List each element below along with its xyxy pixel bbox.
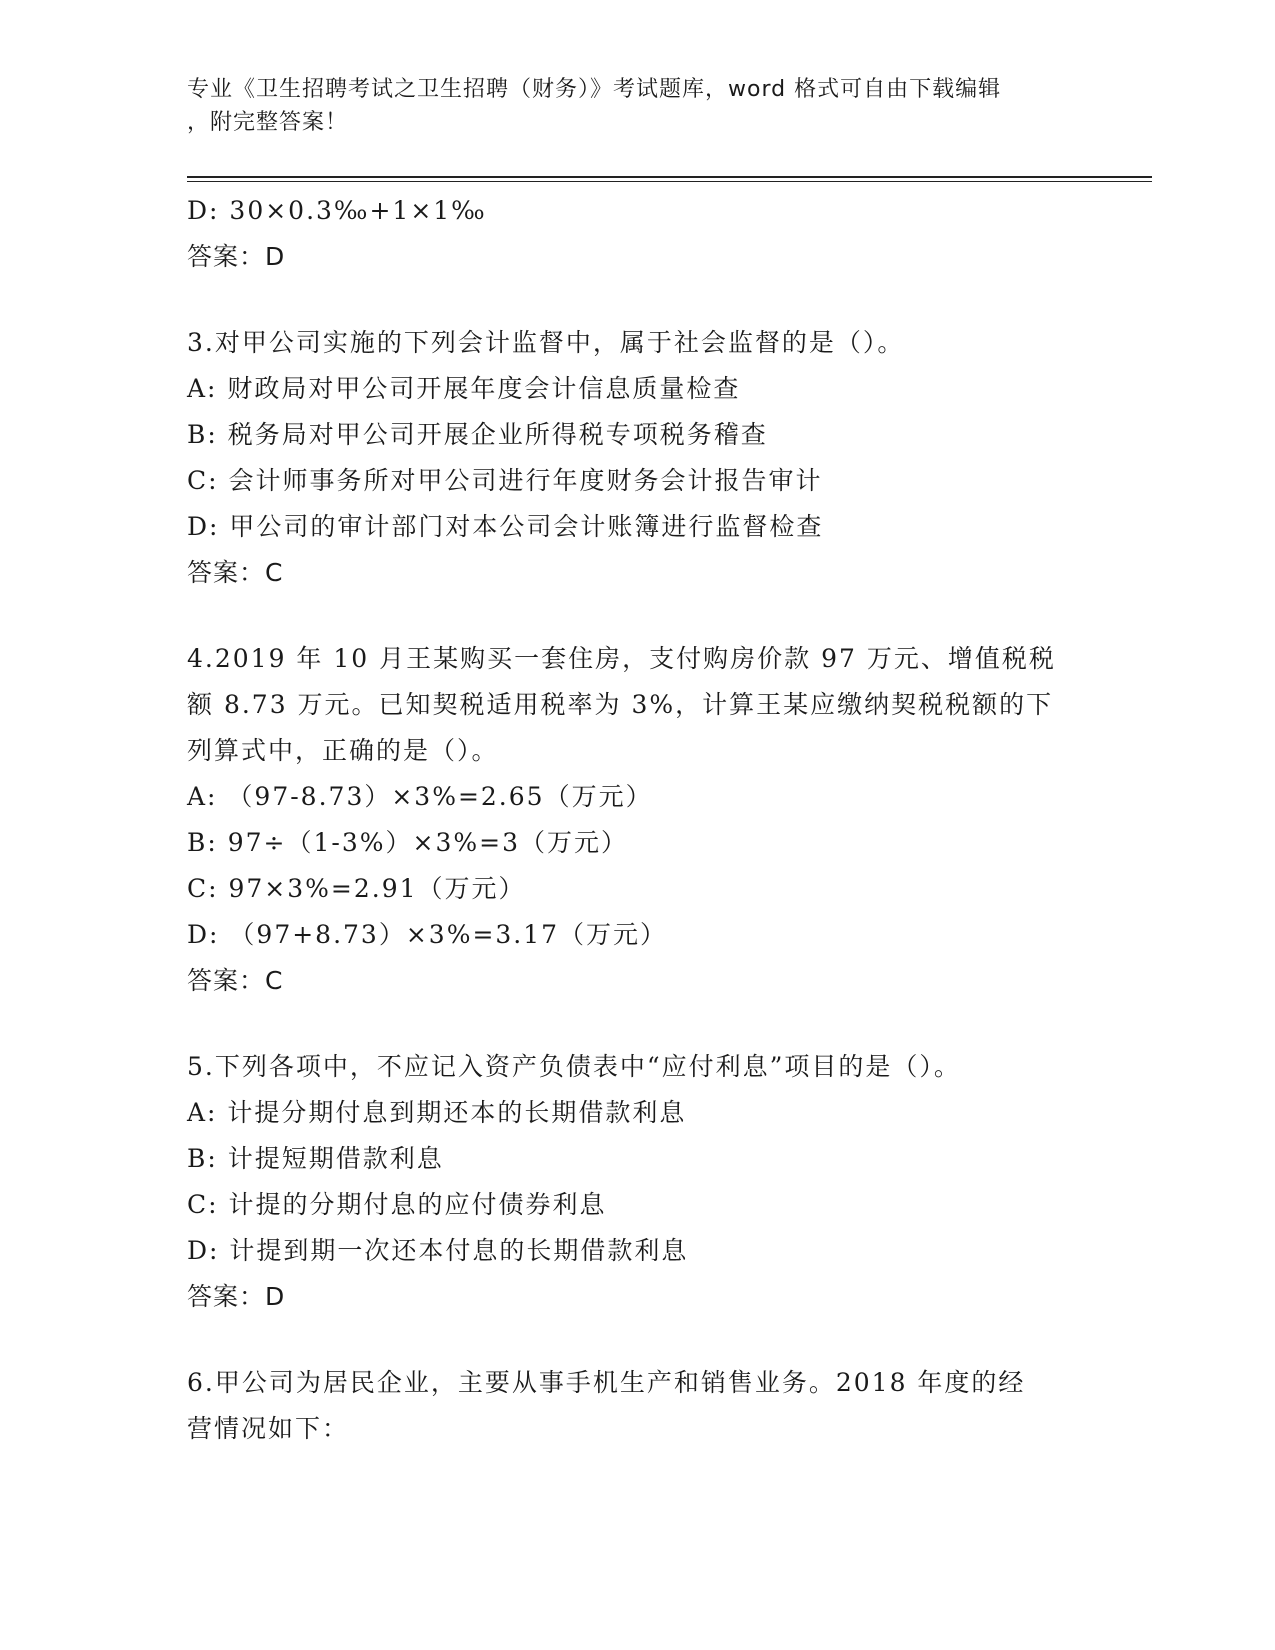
question-2-tail: [187, 188, 1107, 280]
spacer: [187, 596, 1107, 636]
option-d: D: （97+8.73）×3%=3.17（万元）: [187, 920, 668, 949]
header-divider-thick: [187, 176, 1152, 178]
answer: 答案：C: [187, 966, 284, 995]
option-d: D: 计提到期一次还本付息的长期借款利息: [187, 1236, 689, 1265]
question-stem-line-1: 4.2019 年 10 月王某购买一套住房，支付购房价款 97 万元、增值税税: [187, 644, 1056, 673]
header-divider-thin: [187, 181, 1152, 182]
question-stem-line-3: 列算式中，正确的是（）。: [187, 736, 499, 765]
option-d: D: 30×0.3‰+1×1‰: [187, 196, 487, 225]
question-stem: 3.对甲公司实施的下列会计监督中，属于社会监督的是（）。: [187, 328, 905, 357]
answer: 答案：D: [187, 1282, 286, 1311]
option-b: B: 计提短期借款利息: [187, 1144, 444, 1173]
question-stem-line-1: 6.甲公司为居民企业，主要从事手机生产和销售业务。2018 年度的经: [187, 1368, 1026, 1397]
document-header: [187, 73, 1087, 139]
header-line-1: 专业《卫生招聘考试之卫生招聘（财务）》考试题库，word 格式可自由下载编辑: [187, 77, 1002, 102]
spacer: [187, 1004, 1107, 1044]
option-b: B: 税务局对甲公司开展企业所得税专项税务稽查: [187, 420, 768, 449]
question-6: [187, 1360, 1107, 1452]
option-c: C: 97×3%=2.91（万元）: [187, 874, 526, 903]
question-stem-line-2: 额 8.73 万元。已知契税适用税率为 3%，计算王某应缴纳契税税额的下: [187, 690, 1054, 719]
option-c: C: 会计师事务所对甲公司进行年度财务会计报告审计: [187, 466, 823, 495]
answer: 答案：C: [187, 558, 284, 587]
option-b: B: 97÷（1-3%）×3%=3（万元）: [187, 828, 628, 857]
question-stem-line-2: 营情况如下：: [187, 1414, 350, 1443]
header-line-2: ，附完整答案！: [187, 110, 349, 135]
answer: 答案：D: [187, 242, 286, 271]
spacer: [187, 280, 1107, 320]
option-c: C: 计提的分期付息的应付债券利息: [187, 1190, 607, 1219]
spacer: [187, 1320, 1107, 1360]
question-stem: 5.下列各项中，不应记入资产负债表中“应付利息”项目的是（）。: [187, 1052, 961, 1081]
question-3: [187, 320, 1107, 596]
question-5: [187, 1044, 1107, 1320]
question-content: [187, 188, 1107, 1452]
option-a: A: 财政局对甲公司开展年度会计信息质量检查: [187, 374, 741, 403]
option-d: D: 甲公司的审计部门对本公司会计账簿进行监督检查: [187, 512, 824, 541]
option-a: A: （97-8.73）×3%=2.65（万元）: [187, 782, 653, 811]
question-4: [187, 636, 1107, 1004]
option-a: A: 计提分期付息到期还本的长期借款利息: [187, 1098, 687, 1127]
